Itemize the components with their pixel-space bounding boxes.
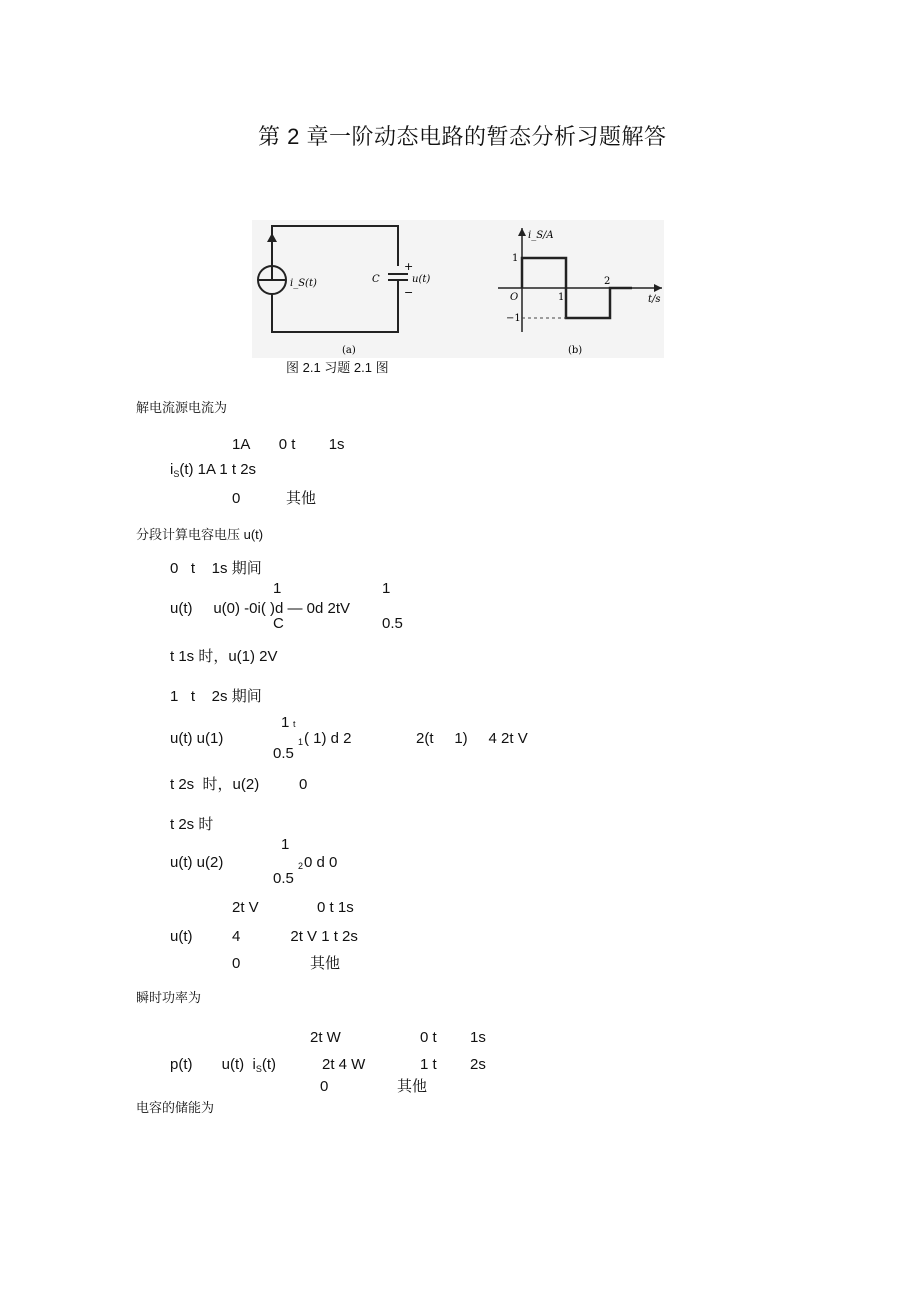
is-equation: $i_S(t)$ 1A 1 t 2s [170,461,257,479]
x-tick-1: 1 [558,292,565,303]
source-label: i_S(t) [290,278,317,289]
circuit-and-waveform [252,220,664,358]
energy-intro: 电容的储能为 [136,1100,215,1115]
period-2-eq-right: 2(t 1) 4 2t V [416,730,528,747]
period-2-num: 1 [281,714,290,731]
u-lhs: u(t) [170,928,193,945]
panel-a-label: (a) [342,345,356,356]
period-2-upper-limit: t [293,719,296,729]
y-tick-pos: 1 [512,253,519,264]
period-2-result-a: t 2s 时，u(2) [170,776,260,793]
period-2-result-b: 0 [299,776,308,793]
period-1-den-1: C [273,615,284,632]
p-case-2-value: 2t 4 W [322,1056,366,1073]
u-case-3-value: 0 [232,955,241,972]
arrow-up-icon [267,233,277,242]
p-lhs: p(t) u(t) $i_S(t)$ [170,1056,277,1074]
figure-2-1 [252,220,664,358]
period-3-num: 1 [281,836,290,853]
segment-intro: 分段计算电容电压 u(t) [136,527,264,542]
u-case-2: 4 2t V 1 t 2s [232,928,358,945]
figure-caption: 图 2.1 习题 2.1 图 [286,360,389,375]
period-3-eq-right: 0 d 0 [304,854,338,871]
period-2-eq-mid: ( 1) d 2 [304,730,352,747]
wire-bottom [272,286,398,332]
u-case-3-condition: 其他 [310,955,341,972]
y-axis-label: i_S/A [528,230,554,241]
p-case-1-value: 2t W [310,1029,341,1046]
period-2-lower-limit: 1 [298,737,304,747]
period-1-num-2: 1 [382,580,391,597]
plus-sign: + [404,260,414,273]
p-case-3-condition: 其他 [397,1078,428,1095]
power-intro: 瞬时功率为 [136,990,202,1005]
period-1-range: 0 t 1s 期间 [170,560,262,577]
origin-label: O [510,292,519,303]
period-3-lower-limit: 2 [298,861,304,871]
p-case-2-condition: 1 t 2s [420,1056,486,1073]
period-3-eq-left: u(t) u(2) [170,854,224,871]
x-axis-arrow-icon [654,284,662,292]
period-3-den: 0.5 [273,870,294,887]
wire-top [272,226,398,280]
period-2-eq-left: u(t) u(1) [170,730,224,747]
p-case-3-value: 0 [320,1078,329,1095]
x-tick-2: 2 [604,276,611,287]
period-1-num-1: 1 [273,580,282,597]
y-axis-arrow-icon [518,228,526,236]
p-case-1-condition: 0 t 1s [420,1029,486,1046]
period-1-equation: u(t) u(0) -0i( )d — 0d 2tV [170,600,351,617]
capacitor-label: C [372,274,380,285]
minus-sign: − [404,286,414,299]
voltage-label: u(t) [412,274,431,285]
period-2-den: 0.5 [273,745,294,762]
solution-intro: 解电流源电流为 [136,400,228,415]
period-1-result: t 1s 时，u(1) 2V [170,648,278,665]
page-title: 第 2 章一阶动态电路的暂态分析习题解答 [258,124,667,149]
is-case-3-condition: 其他 [286,490,317,507]
is-case-1: 1A 0 t 1s [232,436,345,453]
period-1-den-2: 0.5 [382,615,403,632]
y-tick-neg: −1 [506,313,521,324]
period-3-range: t 2s 时 [170,816,214,833]
circuit-diagram [258,226,408,332]
x-axis-label: t/s [648,294,661,305]
u-case-1: 2t V 0 t 1s [232,899,354,916]
period-2-range: 1 t 2s 期间 [170,688,262,705]
panel-b-label: (b) [568,345,583,356]
is-case-3-value: 0 [232,490,241,507]
